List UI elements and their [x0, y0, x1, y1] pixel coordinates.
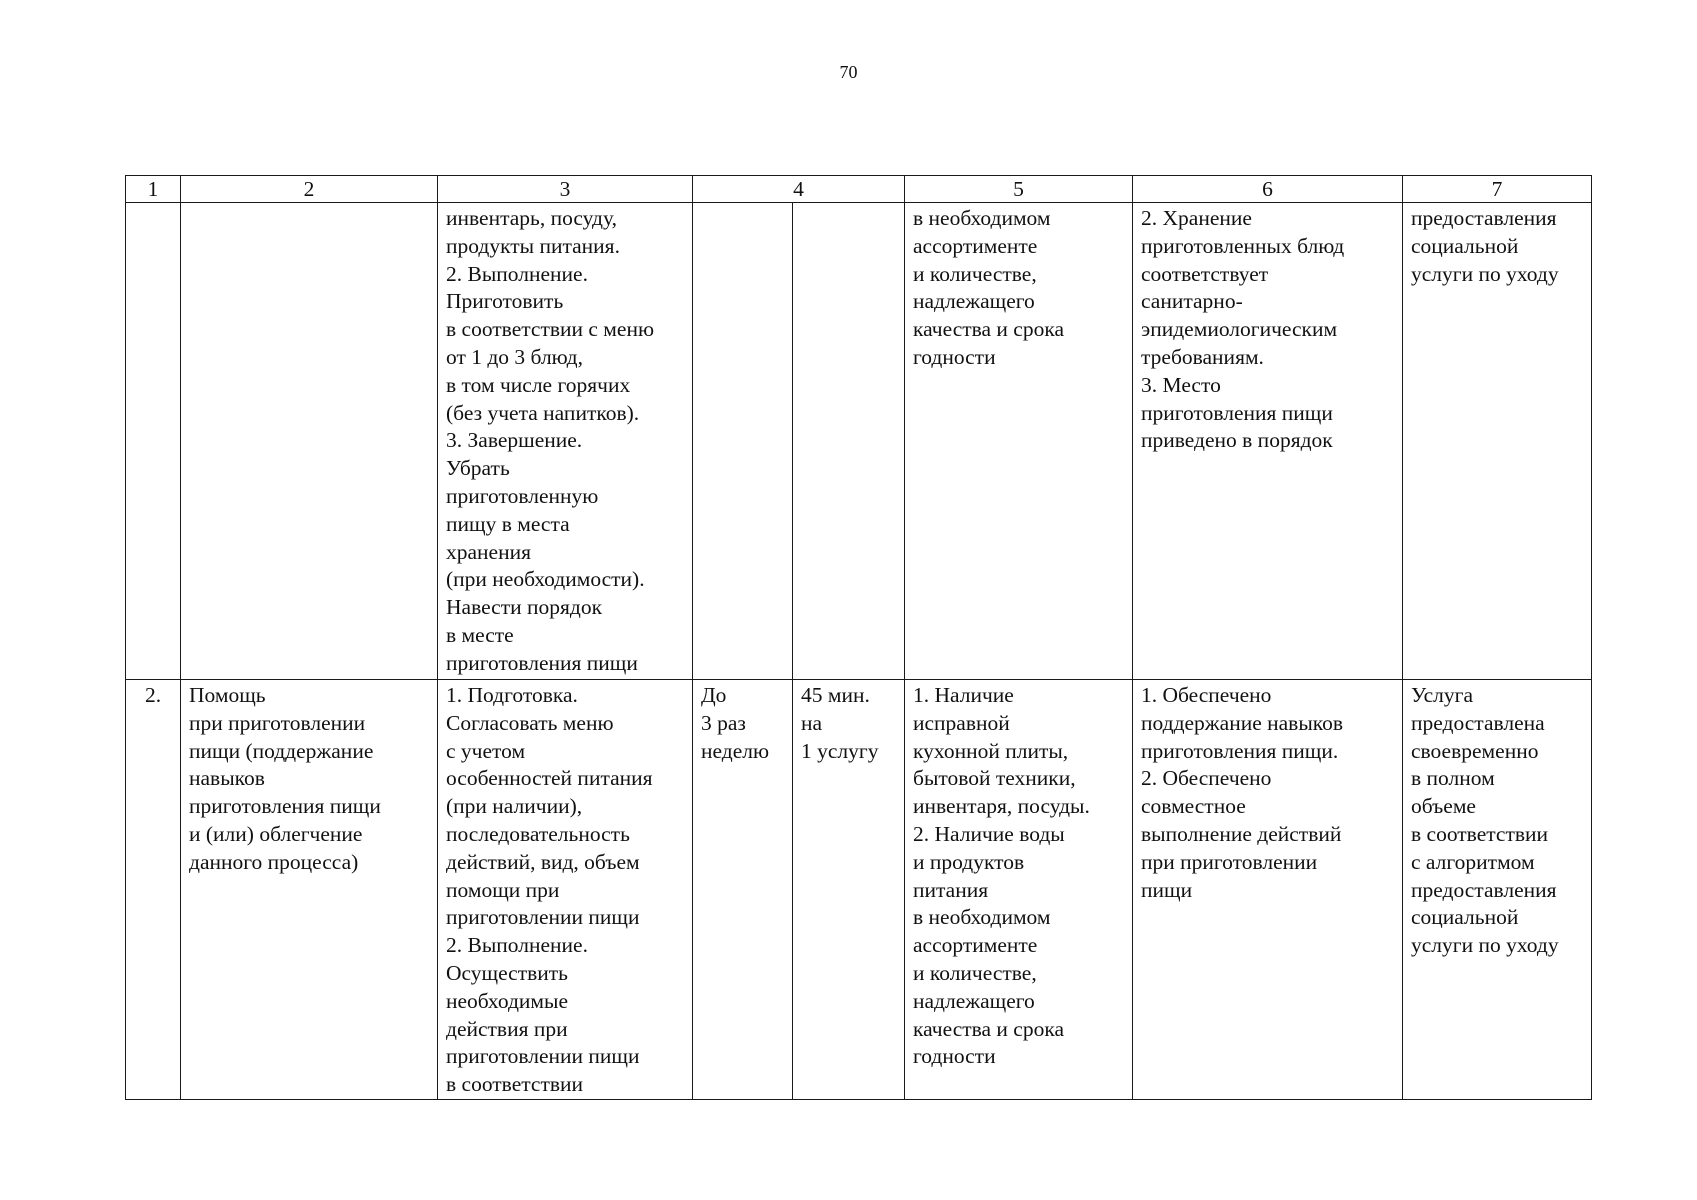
- cell-line: поддержание навыков: [1141, 710, 1344, 735]
- cell-line: данного процесса): [189, 849, 359, 874]
- cell-line: 1 услугу: [801, 738, 879, 763]
- cell-line: неделю: [701, 738, 770, 763]
- table-row: [126, 203, 1592, 680]
- cell-line: особенностей питания: [446, 766, 653, 791]
- cell-line: инвентарь, посуду,: [446, 206, 617, 230]
- service-content-cell: [438, 203, 693, 680]
- cell-line: действий, вид, объем: [446, 849, 640, 874]
- header-row: [126, 176, 1592, 203]
- cell-line: качества и срока: [913, 317, 1065, 342]
- evaluation-cell: [1403, 680, 1592, 1100]
- duration-cell: [793, 680, 905, 1100]
- header-col-3: 3: [438, 176, 693, 203]
- cell-line: на: [801, 710, 823, 735]
- cell-line: социальной: [1411, 233, 1519, 258]
- header-col-5: 5: [905, 176, 1133, 203]
- cell-line: приготовления пищи: [1141, 400, 1333, 425]
- cell-line: в месте: [446, 622, 514, 647]
- cell-line: 3. Место: [1141, 372, 1221, 397]
- cell-line: выполнение действий: [1141, 821, 1342, 846]
- cell-line: 1. Наличие: [913, 683, 1014, 707]
- cell-line: приготовленных блюд: [1141, 233, 1345, 258]
- cell-line: 1. Обеспечено: [1141, 683, 1272, 707]
- header-col-1: 1: [126, 176, 181, 203]
- cell-line: Помощь: [189, 683, 266, 707]
- cell-line: от 1 до 3 блюд,: [446, 344, 583, 369]
- row-number: 2.: [126, 680, 181, 1100]
- cell-line: совместное: [1141, 794, 1246, 819]
- cell-line: ассортименте: [913, 233, 1038, 258]
- header-col-4: 4: [693, 176, 905, 203]
- cell-line: в необходимом: [913, 206, 1051, 230]
- cell-line: соответствует: [1141, 261, 1269, 286]
- page-number: 70: [839, 62, 858, 82]
- cell-line: приведено в порядок: [1141, 428, 1333, 453]
- row-number: [126, 203, 181, 680]
- header-col-6: 6: [1133, 176, 1403, 203]
- header-col-2: 2: [181, 176, 438, 203]
- cell-line: требованиям.: [1141, 344, 1264, 369]
- cell-line: надлежащего: [913, 988, 1035, 1013]
- cell-line: Навести порядок: [446, 595, 603, 620]
- cell-line: помощи при: [446, 877, 560, 902]
- cell-line: (при наличии),: [446, 794, 583, 819]
- evaluation-cell: [1403, 203, 1592, 680]
- cell-line: и продуктов: [913, 849, 1025, 874]
- cell-line: инвентаря, посуды.: [913, 794, 1090, 819]
- cell-line: Осуществить: [446, 960, 568, 985]
- cell-line: предоставления: [1411, 877, 1557, 902]
- cell-line: исправной: [913, 710, 1010, 735]
- cell-line: в соответствии: [1411, 821, 1549, 846]
- cell-line: До: [701, 683, 727, 707]
- cell-line: (без учета напитков).: [446, 400, 640, 425]
- cell-line: Согласовать меню: [446, 710, 614, 735]
- quality-indicators-cell: [1133, 680, 1403, 1100]
- cell-line: приготовления пищи: [446, 650, 638, 675]
- cell-line: 2. Обеспечено: [1141, 766, 1272, 791]
- service-content-cell: [438, 680, 693, 1100]
- cell-line: услуги по уходу: [1411, 933, 1559, 958]
- cell-line: и количестве,: [913, 261, 1037, 286]
- cell-line: Услуга: [1411, 683, 1474, 707]
- cell-line: пищи (поддержание: [189, 738, 374, 763]
- quality-indicators-cell: [1133, 203, 1403, 680]
- cell-line: 2. Выполнение.: [446, 933, 588, 958]
- cell-line: действия при: [446, 1016, 568, 1041]
- cell-line: последовательность: [446, 821, 630, 846]
- cell-line: хранения: [446, 539, 531, 564]
- cell-line: в соответствии с меню: [446, 317, 655, 342]
- cell-line: продукты питания.: [446, 233, 620, 258]
- cell-line: годности: [913, 1044, 996, 1069]
- cell-line: годности: [913, 344, 996, 369]
- cell-line: 3 раз: [701, 710, 746, 735]
- cell-line: в необходимом: [913, 905, 1051, 930]
- cell-line: Приготовить: [446, 289, 564, 314]
- cell-line: с алгоритмом: [1411, 849, 1535, 874]
- cell-line: Убрать: [446, 456, 510, 481]
- cell-line: предоставления: [1411, 206, 1557, 230]
- cell-line: приготовлении пищи: [446, 1044, 640, 1069]
- cell-line: объеме: [1411, 794, 1476, 819]
- cell-line: в полном: [1411, 766, 1495, 791]
- cell-line: 2. Выполнение.: [446, 261, 588, 286]
- cell-line: 1. Подготовка.: [446, 683, 578, 707]
- cell-line: услуги по уходу: [1411, 261, 1559, 286]
- cell-line: и (или) облегчение: [189, 821, 363, 846]
- conditions-cell: [905, 203, 1133, 680]
- cell-line: эпидемиологическим: [1141, 317, 1338, 342]
- cell-line: (при необходимости).: [446, 567, 645, 592]
- frequency-cell: [693, 680, 793, 1100]
- cell-line: социальной: [1411, 905, 1519, 930]
- cell-line: и количестве,: [913, 960, 1037, 985]
- cell-line: приготовления пищи.: [1141, 738, 1339, 763]
- duration-cell: [793, 203, 905, 680]
- conditions-cell: [905, 680, 1133, 1100]
- cell-line: при приготовлении: [189, 710, 366, 735]
- cell-line: 45 мин.: [801, 683, 870, 707]
- cell-line: навыков: [189, 766, 265, 791]
- cell-line: при приготовлении: [1141, 849, 1318, 874]
- cell-line: с учетом: [446, 738, 526, 763]
- service-name-cell: [181, 203, 438, 680]
- header-col-7: 7: [1403, 176, 1592, 203]
- cell-line: приготовлении пищи: [446, 905, 640, 930]
- cell-line: своевременно: [1411, 738, 1539, 763]
- cell-line: бытовой техники,: [913, 766, 1076, 791]
- services-table: [125, 175, 1592, 1100]
- cell-line: пищу в места: [446, 511, 570, 536]
- service-name-cell: [181, 680, 438, 1100]
- cell-line: надлежащего: [913, 289, 1035, 314]
- cell-line: в соответствии: [446, 1072, 584, 1097]
- table-row: [126, 680, 1592, 1100]
- cell-line: санитарно-: [1141, 289, 1243, 314]
- cell-line: кухонной плиты,: [913, 738, 1069, 763]
- cell-line: приготовления пищи: [189, 794, 381, 819]
- cell-line: пищи: [1141, 877, 1193, 902]
- cell-line: предоставлена: [1411, 710, 1545, 735]
- cell-line: качества и срока: [913, 1016, 1065, 1041]
- cell-line: 2. Хранение: [1141, 206, 1252, 230]
- cell-line: 3. Завершение.: [446, 428, 583, 453]
- cell-line: в том числе горячих: [446, 372, 631, 397]
- cell-line: приготовленную: [446, 483, 599, 508]
- frequency-cell: [693, 203, 793, 680]
- cell-line: питания: [913, 877, 989, 902]
- cell-line: ассортименте: [913, 933, 1038, 958]
- cell-line: необходимые: [446, 988, 569, 1013]
- cell-line: 2. Наличие воды: [913, 821, 1065, 846]
